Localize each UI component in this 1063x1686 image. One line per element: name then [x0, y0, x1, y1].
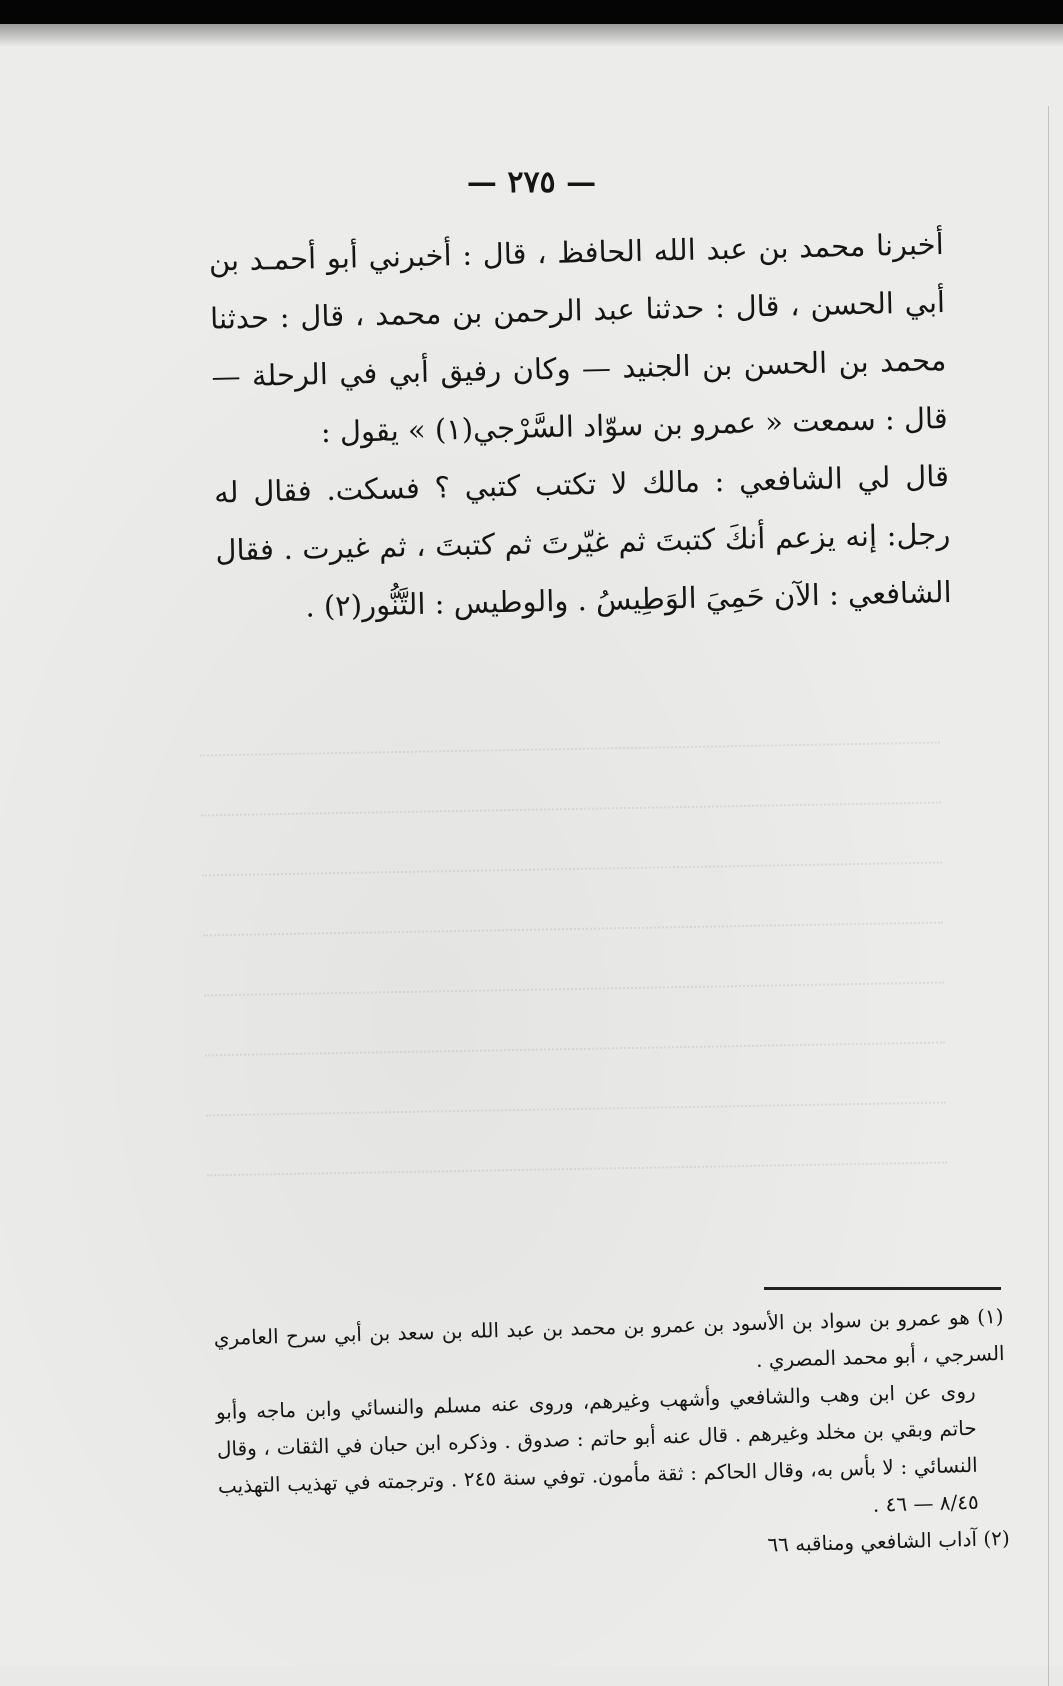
reverse-page-bleed-through — [199, 684, 947, 1177]
page-number: — ٢٧٥ — — [466, 165, 597, 200]
main-paragraph-1: أخبرنا محمد بن عبد الله الحافظ ، قال : أخبرني أبو أحمـد بن أبي الحسن ، قال : حدثنا عبد الرحمن بن محمد ، قال : حدثنا محمد بن الحسن بن الجنيد — وكان رفيق أبي في الرحلة — قال : سمعت « عمرو بن سوّاد السَّرْجي(١) » يقول : — [208, 226, 948, 450]
main-text — [208, 215, 952, 638]
footnote-1-heading: (١) هو عمرو بن سواد بن الأسود بن عمرو بن محمد بن عبد الله بن سعد بن أبي سرح العامري السرجي ، أبو محمد المصري . — [213, 1303, 1005, 1372]
main-paragraph-2: قال لي الشافعي : مالك لا تكتب كتبي ؟ فسكت. فقال له رجل: إنه يزعم أنكَ كتبتَ ثم غيّرتَ ثم كتبتَ ، ثم غيرت . فقال الشافعي : الآن حَمِيَ الوَطِيسُ . والوطيس : التَّنُّور(٢) . — [213, 458, 952, 624]
scan-page-shadow — [0, 24, 1063, 46]
page-edge-line — [1048, 106, 1049, 1686]
scan-top-border — [0, 0, 1063, 24]
footnote-2: (٢) آداب الشافعي ومناقبه ٦٦ — [767, 1525, 1011, 1557]
footnotes — [213, 1298, 1010, 1579]
footnote-separator — [764, 1287, 1001, 1290]
footnote-1-body: روى عن ابن وهب والشافعي وأشهب وغيرهم، وروى عنه مسلم والنسائي وابن ماجه وأبو حاتم وبقي بن مخلد وغيرهم . قال عنه أبو حاتم : صدوق . وذكره ابن حبان في الثقات ، وقال النسائي : لا بأس به، وقال الحاكم : ثقة مأمون. توفي سنة ٢٤٥ . وترجمته في تهذيب التهذيب ٨/٤٥ — ٤٦ . — [215, 1378, 980, 1517]
